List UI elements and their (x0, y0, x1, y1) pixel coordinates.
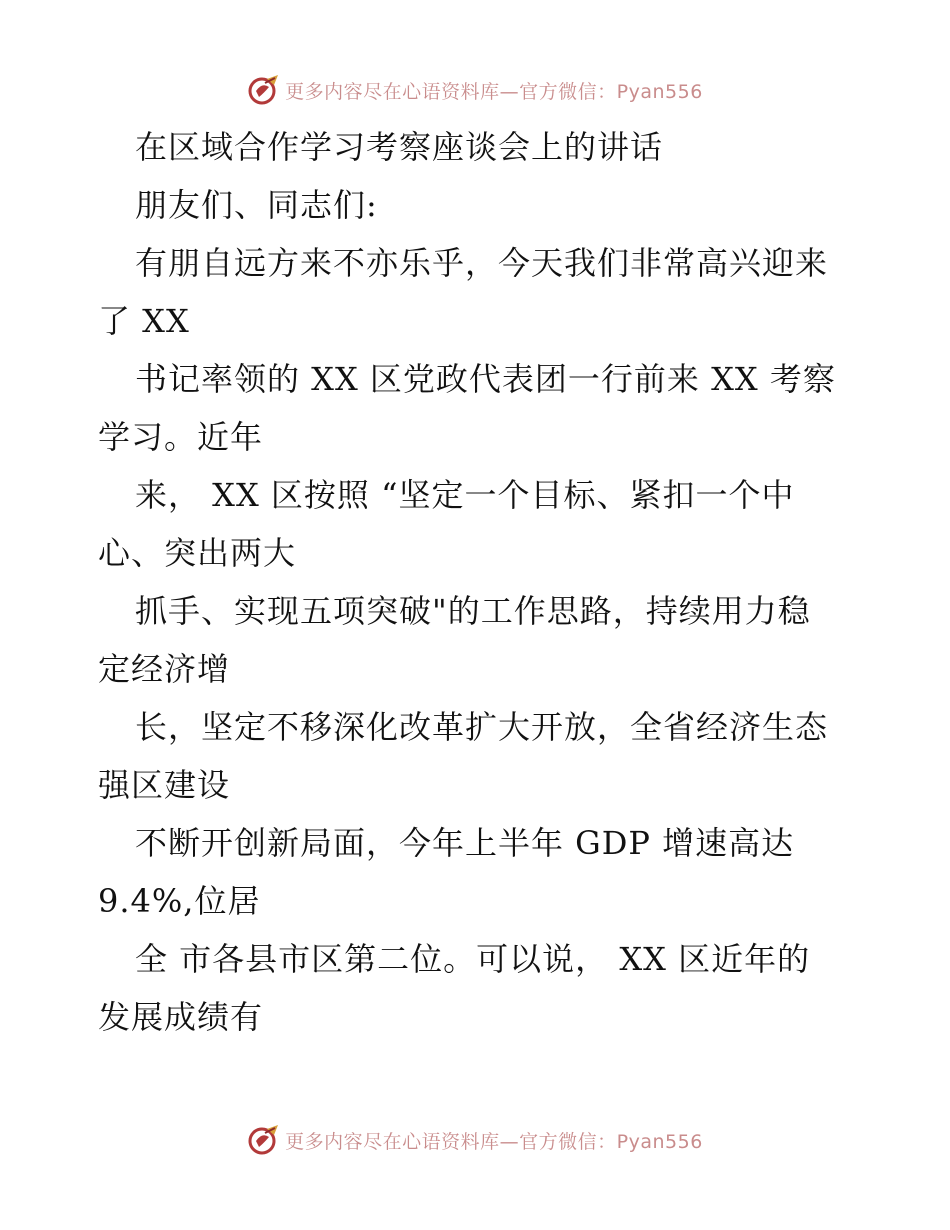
footer-watermark-banner (0, 1120, 950, 1160)
paragraph-line: 来， XX 区按照 “坚定一个目标、紧扣一个中 (135, 476, 795, 514)
paragraph-line: 心、突出两大 (98, 534, 297, 572)
paragraph-line: 书记率领的 XX 区党政代表团一行前来 XX 考察 (135, 360, 836, 398)
paragraph-line: 定经济增 (98, 650, 231, 688)
paragraph-line: 有朋自远方来不亦乐乎，今天我们非常高兴迎来 (135, 244, 829, 282)
document-body (98, 118, 868, 1046)
brand-logo-icon (247, 73, 281, 107)
paragraph-line: 学习。近年 (98, 418, 264, 456)
paragraph-line: 发展成绩有 (98, 998, 264, 1036)
brand-logo-icon (247, 1123, 281, 1157)
watermark-text: 更多内容尽在心语资料库—官方微信：Pyan556 (285, 80, 703, 103)
salutation: 朋友们、同志们: (135, 186, 378, 224)
paragraph-line: 不断开创新局面，今年上半年 GDP 增速高达 (135, 824, 795, 862)
paragraph-line: 全 市各县市区第二位。可以说， XX 区近年的 (135, 940, 811, 978)
paragraph-line: 长，坚定不移深化改革扩大开放，全省经济生态 (135, 708, 829, 746)
paragraph-line: 9.4%,位居 (98, 882, 261, 920)
paragraph-line: 强区建设 (98, 766, 231, 804)
watermark-text: 更多内容尽在心语资料库—官方微信：Pyan556 (285, 1130, 703, 1153)
header-watermark-banner (0, 70, 950, 110)
document-title: 在区域合作学习考察座谈会上的讲话 (135, 128, 664, 166)
paragraph-line: 了 XX (98, 302, 190, 340)
paragraph-line: 抓手、实现五项突破"的工作思路，持续用力稳 (135, 592, 811, 630)
